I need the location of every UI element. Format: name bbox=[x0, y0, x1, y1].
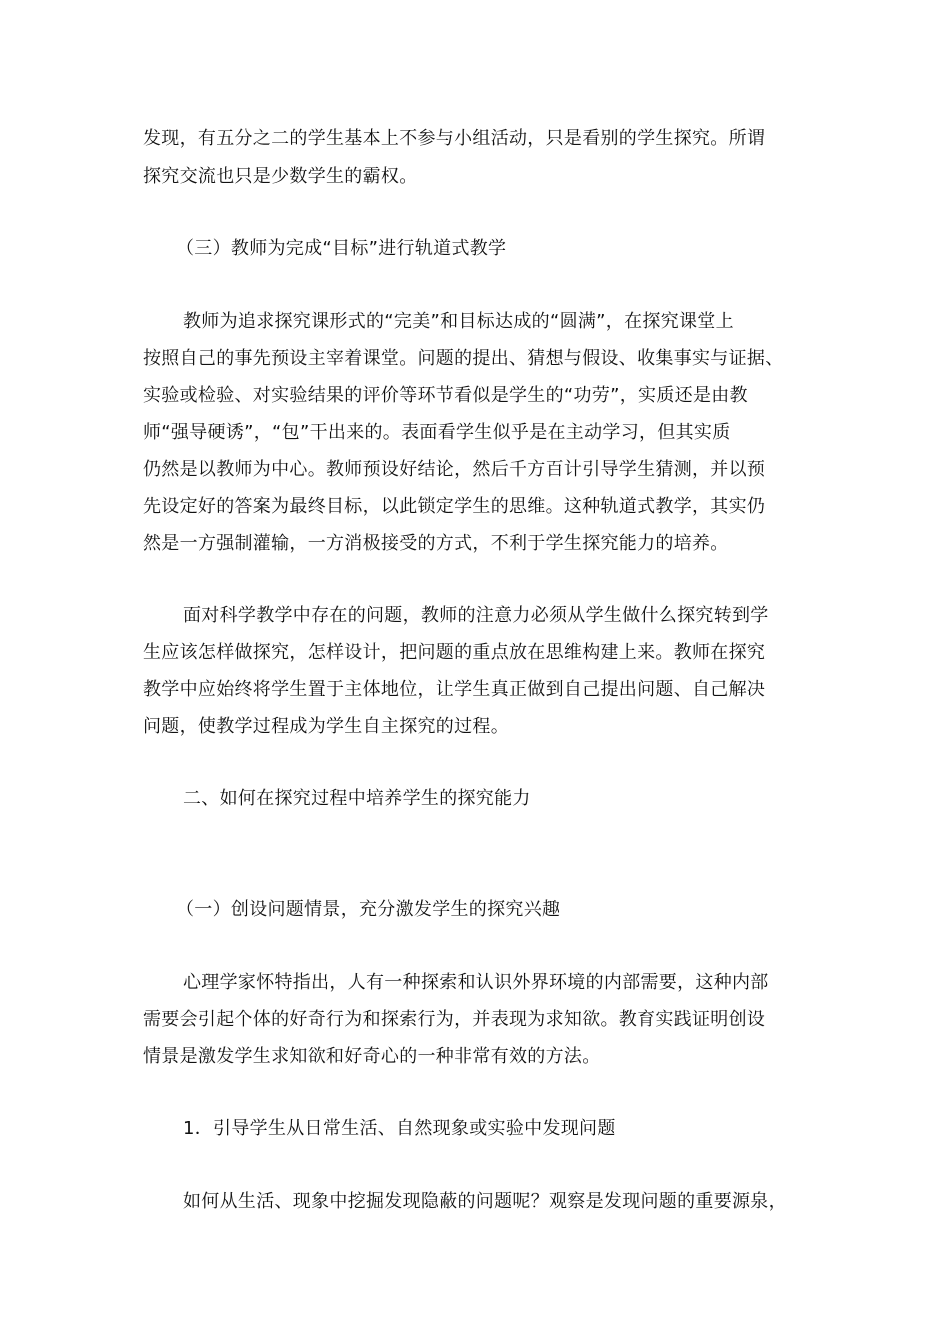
paragraph-line: 如何从生活、现象中挖掘发现隐蔽的问题呢？观察是发现问题的重要源泉， bbox=[183, 1191, 787, 1212]
numbered-heading: 1．引导学生从日常生活、自然现象或实验中发现问题 bbox=[183, 1118, 616, 1139]
subsection-heading: （一）创设问题情景，充分激发学生的探究兴趣 bbox=[176, 899, 561, 920]
paragraph-line: 生应该怎样做探究，怎样设计，把问题的重点放在思维构建上来。教师在探究 bbox=[143, 642, 766, 663]
paragraph-line: 教学中应始终将学生置于主体地位，让学生真正做到自己提出问题、自己解决 bbox=[143, 679, 766, 700]
paragraph-line: 然是一方强制灌输，一方消极接受的方式，不利于学生探究能力的培养。 bbox=[143, 533, 729, 554]
paragraph-line: 按照自己的事先预设主宰着课堂。问题的提出、猜想与假设、收集事实与证据、 bbox=[143, 348, 784, 369]
section-heading: 二、如何在探究过程中培养学生的探究能力 bbox=[183, 788, 531, 809]
paragraph-line: 问题，使教学过程成为学生自主探究的过程。 bbox=[143, 716, 509, 737]
paragraph-line: 发现，有五分之二的学生基本上不参与小组活动，只是看别的学生探究。所谓 bbox=[143, 128, 766, 149]
paragraph-line: 心理学家怀特指出，人有一种探索和认识外界环境的内部需要，这种内部 bbox=[183, 972, 769, 993]
paragraph-line: 实验或检验、对实验结果的评价等环节看似是学生的“功劳”，实质还是由教 bbox=[143, 385, 748, 406]
paragraph-line: 需要会引起个体的好奇行为和探索行为，并表现为求知欲。教育实践证明创设 bbox=[143, 1009, 766, 1030]
section-heading: （三）教师为完成“目标”进行轨道式教学 bbox=[176, 238, 507, 259]
paragraph-line: 教师为追求探究课形式的“完美”和目标达成的“圆满”，在探究课堂上 bbox=[183, 311, 734, 332]
paragraph-line: 面对科学教学中存在的问题，教师的注意力必须从学生做什么探究转到学 bbox=[183, 605, 769, 626]
paragraph-line: 情景是激发学生求知欲和好奇心的一种非常有效的方法。 bbox=[143, 1046, 601, 1067]
paragraph-line: 先设定好的答案为最终目标，以此锁定学生的思维。这种轨道式教学，其实仍 bbox=[143, 496, 766, 517]
paragraph-line: 探究交流也只是少数学生的霸权。 bbox=[143, 166, 418, 187]
paragraph-line: 仍然是以教师为中心。教师预设好结论，然后千方百计引导学生猜测，并以预 bbox=[143, 459, 766, 480]
paragraph-line: 师“强导硬诱”，“包”干出来的。表面看学生似乎是在主动学习，但其实质 bbox=[143, 422, 731, 443]
